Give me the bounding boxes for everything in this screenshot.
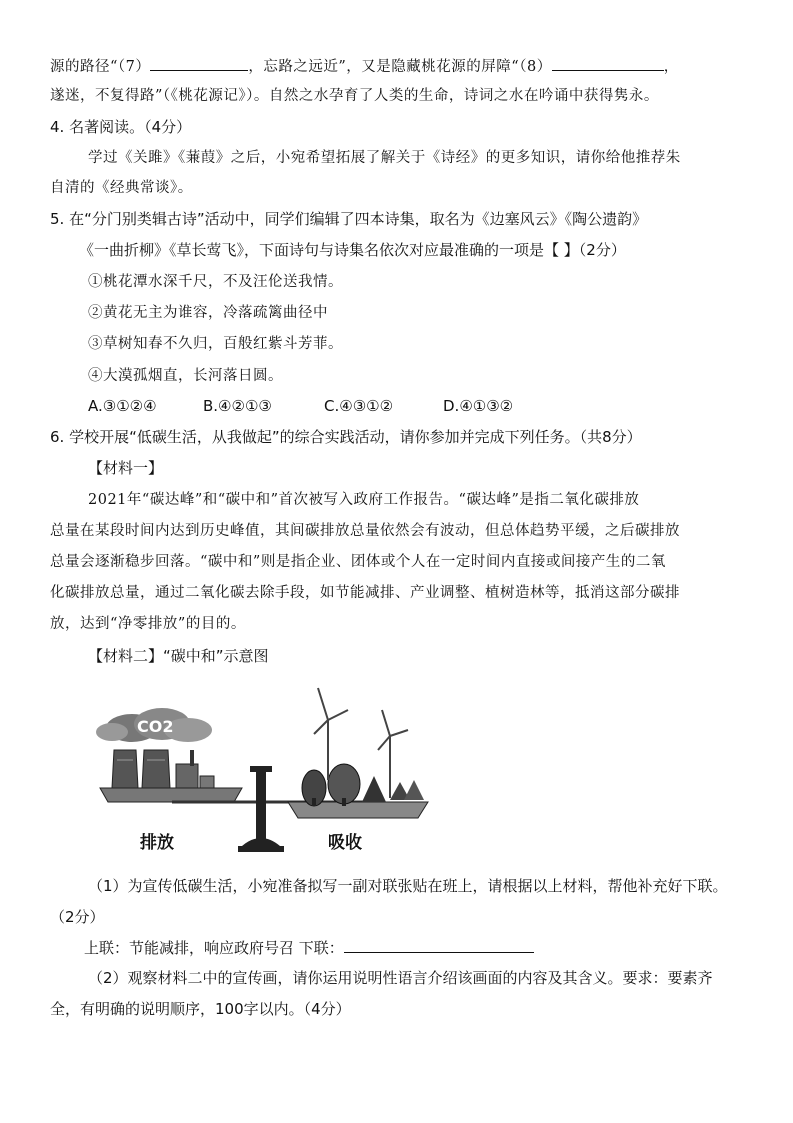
question-5-title: 5. 在“分门别类辑古诗”活动中，同学们编辑了四本诗集，取名为《边塞风云》《陶公遗韵》 — [50, 210, 648, 228]
choice-a[interactable]: A.③①②④ — [88, 397, 157, 415]
trees-icon — [302, 764, 424, 806]
question-4-title: 4. 名著阅读。（4分） — [50, 118, 192, 136]
text-segment: 源的路径“（7） — [50, 59, 151, 75]
carbon-neutral-illustration — [92, 680, 452, 860]
material-1-title: 【材料一】 — [88, 459, 164, 477]
question-6-2-text: 全，有明确的说明顺序，100字以内。（4分） — [50, 1000, 351, 1018]
answer-blank[interactable] — [344, 938, 534, 953]
material-1-text: 2021年“碳达峰”和“碳中和”首次被写入政府工作报告。“碳达峰”是指二氧化碳排放 — [88, 492, 640, 508]
factory-icon — [112, 750, 214, 788]
choice-b[interactable]: B.④②①③ — [203, 397, 272, 415]
option-1: ①桃花潭水深千尺，不及汪伦送我情。 — [88, 274, 343, 290]
material-1-text: 化碳排放总量，通过二氧化碳去除手段，如节能减排、产业调整、植树造林等，抵消这部分碳排 — [50, 585, 680, 601]
choice-d[interactable]: D.④①③② — [443, 397, 514, 415]
question-4-text: 自清的《经典常谈》。 — [50, 180, 193, 196]
answer-blank[interactable] — [552, 56, 664, 71]
choice-c[interactable]: C.④③①② — [324, 397, 394, 415]
absorption-label: 吸收 — [328, 833, 362, 853]
text-segment: ，忘路之远近”，又是隐藏桃花源的屏障“（8） — [248, 59, 552, 75]
text-line: 遂迷，不复得路”（《桃花源记》）。自然之水孕育了人类的生命，诗词之水在吟诵中获得隽永。 — [50, 88, 659, 104]
material-1-text: 放，达到“净零排放”的目的。 — [50, 616, 246, 632]
question-6-1-text: （2分） — [50, 908, 105, 926]
question-6-title: 6. 学校开展“低碳生活，从我做起”的综合实践活动，请你参加并完成下列任务。（共8分） — [50, 428, 642, 446]
question-6-2-text: （2）观察材料二中的宣传画，请你运用说明性语言介绍该画面的内容及其含义。要求：要素齐 — [88, 969, 713, 987]
material-1-text: 总量会逐渐稳步回落。“碳中和”则是指企业、团体或个人在一定时间内直接或间接产生的二氧 — [50, 554, 666, 570]
option-2: ②黄花无主为谁容，冷落疏篱曲径中 — [88, 305, 328, 321]
couplet-line — [84, 938, 534, 958]
couplet-text: 上联：节能减排，响应政府号召 下联： — [84, 939, 344, 957]
emission-label: 排放 — [140, 833, 174, 853]
question-6-1-text: （1）为宣传低碳生活，小宛准备拟写一副对联张贴在班上，请根据以上材料，帮他补充好下联。 — [88, 877, 728, 895]
text-line — [50, 56, 679, 77]
text-segment: ， — [663, 59, 679, 75]
co2-label: CO2 — [137, 717, 174, 736]
answer-blank[interactable] — [150, 56, 248, 71]
option-4: ④大漠孤烟直，长河落日圆。 — [88, 368, 283, 384]
material-2-title: 【材料二】“碳中和”示意图 — [88, 647, 269, 665]
question-5-text: 《一曲折柳》《草长莺飞》，下面诗句与诗集名依次对应最准确的一项是【 】（2分） — [79, 241, 626, 259]
material-1-text: 总量在某段时间内达到历史峰值，其间碳排放总量依然会有波动，但总体趋势平缓，之后碳排放 — [50, 523, 680, 539]
question-4-text: 学过《关雎》《蒹葭》之后，小宛希望拓展了解关于《诗经》的更多知识，请你给他推荐朱 — [88, 150, 681, 166]
option-3: ③草树知春不久归，百般红紫斗芳菲。 — [88, 336, 343, 352]
